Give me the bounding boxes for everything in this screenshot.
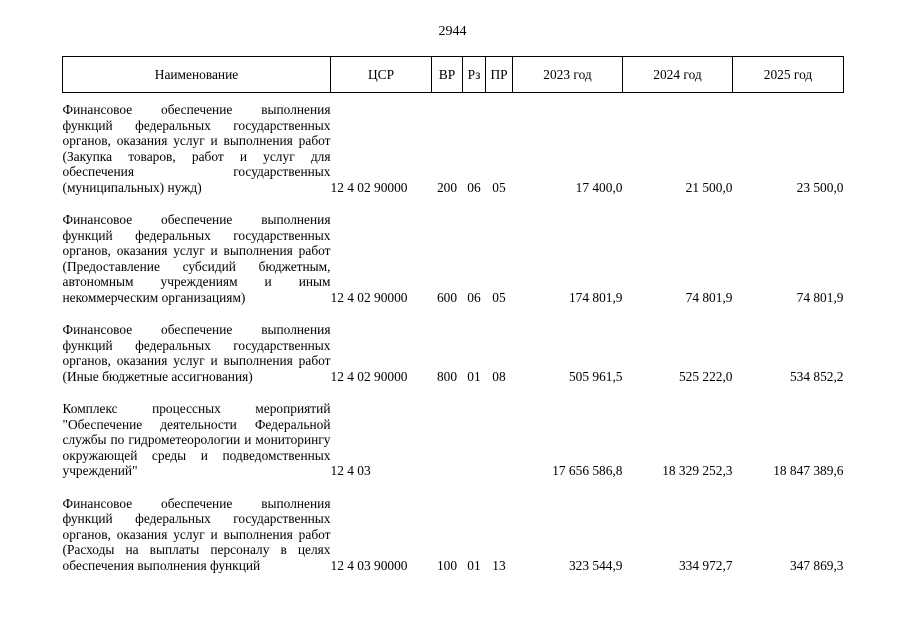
row-pr: 13 bbox=[492, 557, 506, 573]
row-pr: 05 bbox=[492, 179, 506, 195]
row-name: Финансовое обеспечение выполнения функций федеральных государственных органов, оказания услуг и выполнения работ (Закупка товаров, работ и услуг для обеспечения государственных (муниципальных) нужд) bbox=[62, 102, 331, 195]
row-rz: 01 bbox=[467, 557, 481, 573]
table-row bbox=[63, 313, 844, 392]
row-csr: 12 4 02 90000 bbox=[330, 289, 408, 305]
row-2023: 17 400,0 bbox=[575, 179, 623, 195]
row-rz: 06 bbox=[467, 179, 481, 195]
budget-table bbox=[62, 56, 844, 581]
page-number: 2944 bbox=[438, 24, 467, 39]
row-2025: 18 847 389,6 bbox=[773, 463, 844, 478]
row-2023: 174 801,9 bbox=[568, 289, 623, 305]
header-csr: ЦСР bbox=[331, 57, 432, 93]
row-vr: 800 bbox=[436, 368, 458, 384]
table-header-row bbox=[63, 57, 844, 93]
row-2023: 323 544,9 bbox=[568, 557, 623, 573]
table-row bbox=[63, 487, 844, 582]
row-csr: 12 4 03 bbox=[330, 463, 371, 478]
row-csr: 12 4 02 90000 bbox=[330, 179, 408, 195]
row-2023: 505 961,5 bbox=[568, 368, 623, 384]
row-2024: 74 801,9 bbox=[685, 289, 733, 305]
row-name: Комплекс процессных мероприятий "Обеспечение деятельности Федеральной службы по гидрометеорологии и мониторингу окружающей среды и подведомственных учреждений" bbox=[62, 401, 331, 478]
row-2025: 74 801,9 bbox=[796, 289, 844, 305]
row-2024: 334 972,7 bbox=[678, 557, 733, 573]
row-csr: 12 4 02 90000 bbox=[330, 368, 408, 384]
header-pr: ПР bbox=[486, 57, 513, 93]
table-row bbox=[63, 93, 844, 204]
table-row bbox=[63, 392, 844, 487]
table-row bbox=[63, 203, 844, 313]
row-2025: 23 500,0 bbox=[796, 179, 844, 195]
row-vr bbox=[432, 392, 463, 487]
row-2025: 534 852,2 bbox=[789, 368, 844, 384]
row-vr: 100 bbox=[436, 557, 458, 573]
row-pr bbox=[486, 392, 513, 487]
header-2023: 2023 год bbox=[513, 57, 623, 93]
row-vr: 600 bbox=[436, 289, 458, 305]
row-rz: 01 bbox=[467, 368, 481, 384]
row-csr: 12 4 03 90000 bbox=[330, 557, 408, 573]
row-name: Финансовое обеспечение выполнения функций федеральных государственных органов, оказания услуг и выполнения работ (Расходы на выплаты персоналу в целях обеспечения выполнения функций bbox=[62, 495, 331, 573]
row-rz: 06 bbox=[467, 289, 481, 305]
row-2024: 18 329 252,3 bbox=[662, 463, 733, 478]
row-2024: 525 222,0 bbox=[678, 368, 733, 384]
header-2025: 2025 год bbox=[733, 57, 844, 93]
header-2024: 2024 год bbox=[623, 57, 733, 93]
row-pr: 05 bbox=[492, 289, 506, 305]
header-vr: ВР bbox=[432, 57, 463, 93]
row-2023: 17 656 586,8 bbox=[552, 463, 623, 478]
row-name: Финансовое обеспечение выполнения функций федеральных государственных органов, оказания услуг и выполнения работ (Предоставление субсидий бюджетным, автономным учреждениям и иным некоммерческим организациям) bbox=[62, 212, 331, 305]
header-rz: Рз bbox=[463, 57, 486, 93]
row-pr: 08 bbox=[492, 368, 506, 384]
row-vr: 200 bbox=[436, 179, 458, 195]
header-name: Наименование bbox=[63, 57, 331, 93]
row-2025: 347 869,3 bbox=[789, 557, 844, 573]
row-2024: 21 500,0 bbox=[685, 179, 733, 195]
row-name: Финансовое обеспечение выполнения функций федеральных государственных органов, оказания услуг и выполнения работ (Иные бюджетные ассигнования) bbox=[62, 322, 331, 384]
row-rz bbox=[463, 392, 486, 487]
